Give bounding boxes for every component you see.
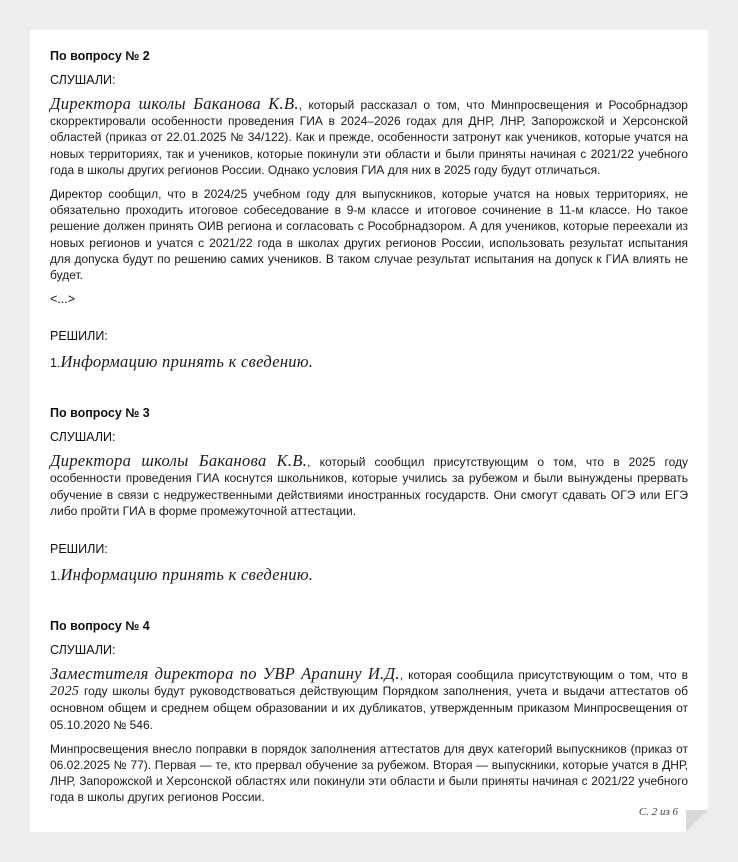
- speaker-name: Заместителя директора по УВР Арапину И.Д.: [50, 664, 400, 684]
- decision-number: 1.: [50, 569, 61, 584]
- page-number: С. 2 из 6: [638, 806, 678, 818]
- heard-label: СЛУШАЛИ:: [50, 73, 116, 87]
- speaker-paragraph: [50, 453, 688, 519]
- decision-text: Информацию принять к сведению.: [60, 352, 314, 372]
- speaker-paragraph: [50, 96, 688, 178]
- heard-label: СЛУШАЛИ:: [50, 643, 116, 658]
- omission-mark: <...>: [50, 292, 76, 307]
- paragraph-text: , который рассказал о том, что Минпросвещения и Рособрнадзор скорректировали особенности проведения ГИА в 2024–2026 годах для ДНР, ЛНР, Запорожской и Херсонской областей (приказ от 22.01.2025 № 34/122). Как и прежде, особенности затронут как учеников, которые учатся на новых территориях, так и учеников, которые покинули эти области и были приняты начиная с 2021/22 учебного года в школы других регионов России. Однако условия ГИА для них в 2025 году будут отличаться.: [50, 98, 688, 177]
- decision-item: [50, 565, 688, 586]
- page-fold-flap: [686, 810, 708, 832]
- speaker-paragraph: [50, 666, 688, 733]
- section-title: По вопросу № 3: [50, 406, 150, 421]
- year-number: 2025: [50, 684, 80, 700]
- document-page: [30, 30, 708, 832]
- paragraph-text: , который сообщил присутствующим о том, что в 2025 году особенности проведения ГИА коснутся школьников, которые учились за рубежом и были вынуждены прервать обучение в связи с недружественными действиями иностранных государств. Они смогут сдавать ОГЭ или ЕГЭ либо пройти ГИА в форме промежуточной аттестации.: [50, 455, 688, 518]
- paragraph: Минпросвещения внесло поправки в порядок заполнения аттестатов для двух категорий выпускников (приказ от 06.02.2025 № 77). Первая — те, кто прервал обучение за рубежом. Вторая — выпускники, которые учатся в ДНР, ЛНР, Запорожской и Херсонской областях или покинули эти области и были приняты начиная с 2021/22 учебного года в школы других регионов России.: [50, 741, 688, 805]
- decision-item: [50, 352, 688, 373]
- paragraph: Директор сообщил, что в 2024/25 учебном году для выпускников, которые учатся на новых территориях, не обязательно проходить итоговое собеседование в 9-м классе и итоговое сочинение в 11-м классе. Но такое решение должен принять ОИВ региона и согласовать с Рособрнадзором. А для учеников, которые переехали из новых регионов и учатся с 2021/22 года в школах других регионов России, использовать результат испытания для допуска будут по решению самих учеников. В таком случае результат испытания на допуск к ГИА влиять не будет.: [50, 187, 688, 283]
- decision-number: 1.: [50, 356, 61, 371]
- speaker-name: Директора школы Баканова К.В.: [50, 451, 308, 471]
- section-title: По вопросу № 4: [50, 619, 150, 634]
- decided-label: РЕШИЛИ:: [50, 329, 108, 344]
- decided-label: РЕШИЛИ:: [50, 542, 108, 557]
- section-title: По вопросу № 2: [50, 49, 150, 63]
- paragraph-text: , которая сообщила присутствующим о том, что в: [399, 668, 688, 683]
- decision-text: Информацию принять к сведению.: [60, 565, 314, 585]
- heard-label: СЛУШАЛИ:: [50, 430, 116, 445]
- paragraph-text: году школы будут руководствоваться действующим Порядком заполнения, учета и выдачи аттестатов об основном общем и среднем общем образовании и их дубликатов, утвержденным приказом Минпросвещения от 05.10.2020 № 546.: [50, 684, 688, 732]
- speaker-name: Директора школы Баканова К.В.: [50, 94, 299, 113]
